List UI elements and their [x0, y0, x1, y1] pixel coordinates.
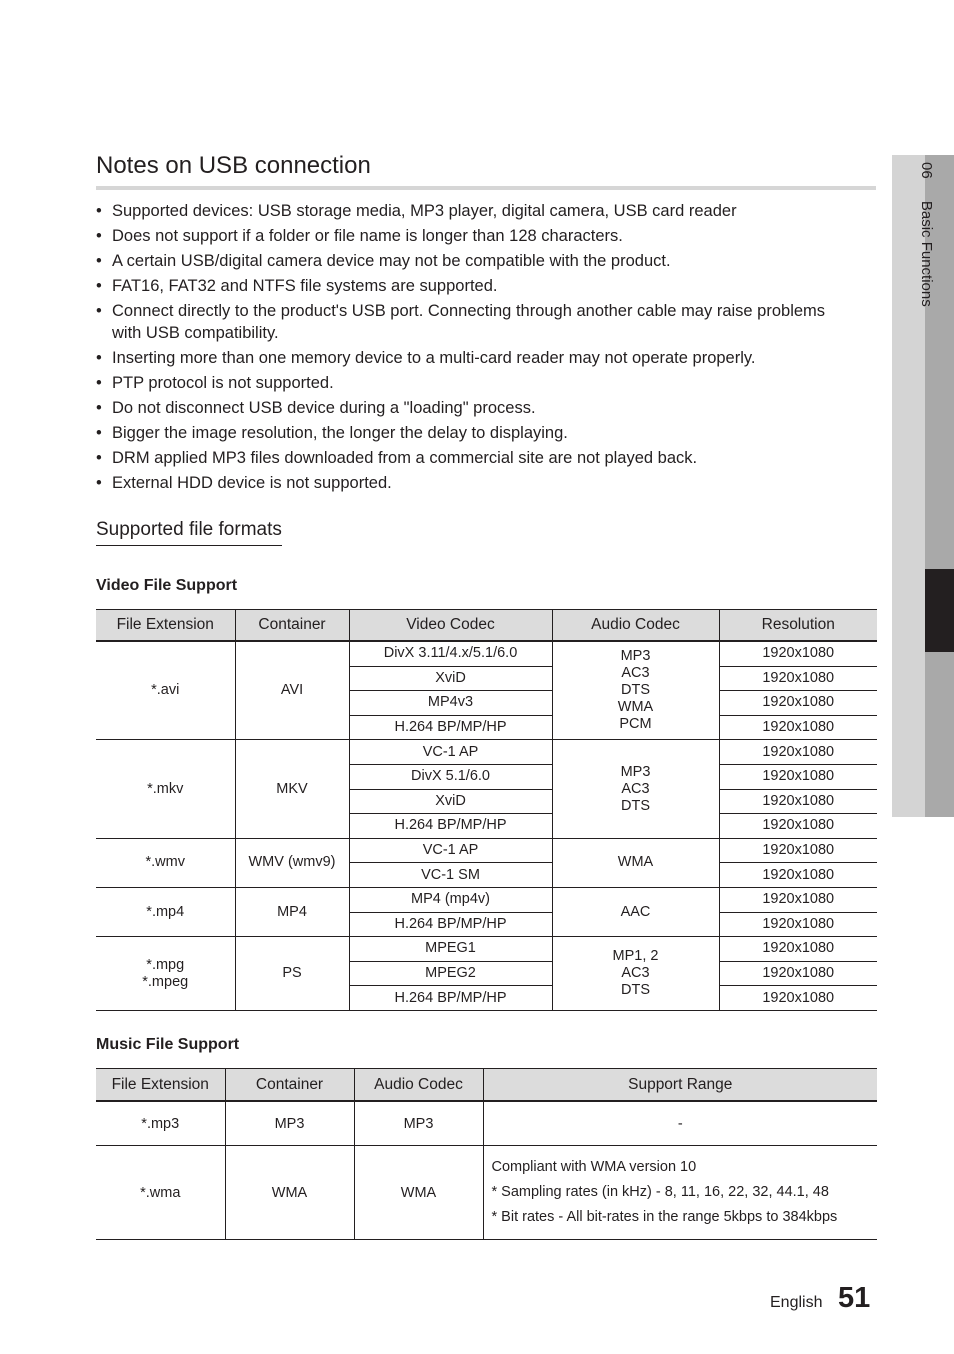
- audio-codec-cell: MP3: [354, 1101, 483, 1146]
- note-item: • DRM applied MP3 files downloaded from a commercial site are not played back.: [96, 447, 856, 469]
- music-header-row: [96, 1069, 877, 1102]
- note-item: • Does not support if a folder or file name is longer than 128 characters.: [96, 225, 856, 247]
- file-extension-cell: [96, 937, 235, 1011]
- file-extension-cell: [96, 641, 235, 740]
- video-codec-cell: XviD: [349, 789, 552, 814]
- notes-list: [96, 200, 856, 497]
- video-header-cell: Video Codec: [349, 610, 552, 642]
- container-cell: AVI: [235, 641, 349, 740]
- container-cell: PS: [235, 937, 349, 1011]
- support-range-line: * Bit rates - All bit-rates in the range 5kbps to 384kbps: [491, 1209, 838, 1225]
- container-cell: MP4: [235, 887, 349, 936]
- table-row: [96, 1146, 877, 1240]
- resolution-cell: 1920x1080: [719, 691, 877, 716]
- video-codec-cell: DivX 5.1/6.0: [349, 764, 552, 789]
- chapter-label: [918, 162, 935, 307]
- container-cell: MP3: [225, 1101, 354, 1146]
- video-codec-cell: VC-1 AP: [349, 838, 552, 863]
- note-item: • PTP protocol is not supported.: [96, 372, 856, 394]
- resolution-cell: 1920x1080: [719, 715, 877, 740]
- chapter-number: 06: [918, 162, 935, 179]
- audio-codec-cell: [552, 937, 719, 1011]
- video-header-row: [96, 610, 877, 642]
- music-support-table: [96, 1068, 877, 1240]
- audio-codec: DTS: [621, 797, 650, 814]
- music-table-title: Music File Support: [96, 1036, 240, 1053]
- resolution-cell: 1920x1080: [719, 887, 877, 912]
- chapter-name: Basic Functions: [918, 200, 935, 307]
- page-number: 51: [838, 1282, 871, 1314]
- video-codec-cell: MPEG1: [349, 937, 552, 962]
- audio-codec: WMA: [617, 699, 654, 716]
- video-codec-cell: H.264 BP/MP/HP: [349, 986, 552, 1011]
- music-header-cell: Support Range: [483, 1069, 877, 1102]
- video-support-table: [96, 609, 877, 1011]
- note-item: • Inserting more than one memory device to a multi-card reader may not operate properly.: [96, 347, 856, 369]
- note-item: • FAT16, FAT32 and NTFS file systems are supported.: [96, 275, 856, 297]
- music-header-cell: Container: [225, 1069, 354, 1102]
- section-subheading: Supported file formats: [96, 519, 282, 546]
- support-range-cell: [483, 1101, 877, 1146]
- resolution-cell: 1920x1080: [719, 814, 877, 839]
- file-extension-cell: [96, 887, 235, 936]
- note-item: • Bigger the image resolution, the longer the delay to displaying.: [96, 422, 856, 444]
- file-extension: *.mpg: [146, 956, 185, 973]
- video-table-body: [96, 641, 877, 1010]
- video-header-cell: Audio Codec: [552, 610, 719, 642]
- audio-codec: AC3: [621, 965, 650, 982]
- note-item: • Connect directly to the product's USB port. Connecting through another cable may raise problems with USB compatibility.: [96, 300, 856, 344]
- audio-codec: AAC: [620, 903, 651, 920]
- video-codec-cell: VC-1 AP: [349, 740, 552, 765]
- video-codec-cell: MP4 (mp4v): [349, 887, 552, 912]
- resolution-cell: 1920x1080: [719, 937, 877, 962]
- video-codec-cell: MP4v3: [349, 691, 552, 716]
- audio-codec: DTS: [621, 682, 650, 699]
- music-header-cell: Audio Codec: [354, 1069, 483, 1102]
- video-header-cell: Resolution: [719, 610, 877, 642]
- file-extension: *.wmv: [145, 854, 185, 871]
- video-codec-cell: VC-1 SM: [349, 863, 552, 888]
- support-range-line: Compliant with WMA version 10: [491, 1159, 697, 1175]
- resolution-cell: 1920x1080: [719, 666, 877, 691]
- file-extension: *.mkv: [147, 780, 184, 797]
- support-range-line: -: [677, 1115, 683, 1132]
- video-codec-cell: H.264 BP/MP/HP: [349, 814, 552, 839]
- support-range-cell: [483, 1146, 877, 1240]
- page-title: Notes on USB connection: [96, 152, 876, 190]
- audio-codec-cell: [552, 887, 719, 936]
- resolution-cell: 1920x1080: [719, 961, 877, 986]
- audio-codec: AC3: [621, 780, 650, 797]
- video-codec-cell: H.264 BP/MP/HP: [349, 912, 552, 937]
- audio-codec: MP3: [620, 648, 651, 665]
- audio-codec-cell: [552, 740, 719, 838]
- video-header-cell: Container: [235, 610, 349, 642]
- table-row: [96, 887, 877, 912]
- audio-codec-cell: WMA: [354, 1146, 483, 1240]
- table-row: [96, 641, 877, 666]
- audio-codec-cell: [552, 838, 719, 887]
- resolution-cell: 1920x1080: [719, 641, 877, 666]
- file-extension-cell: [96, 740, 235, 838]
- support-range-line: * Sampling rates (in kHz) - 8, 11, 16, 22, 32, 44.1, 48: [491, 1184, 829, 1200]
- video-header-cell: File Extension: [96, 610, 235, 642]
- table-row: [96, 1101, 877, 1146]
- video-codec-cell: DivX 3.11/4.x/5.1/6.0: [349, 641, 552, 666]
- container-cell: WMV (wmv9): [235, 838, 349, 887]
- audio-codec: AC3: [621, 665, 650, 682]
- resolution-cell: 1920x1080: [719, 863, 877, 888]
- file-extension-cell: *.mp3: [96, 1101, 225, 1146]
- file-extension: *.avi: [151, 682, 180, 699]
- file-extension-cell: *.wma: [96, 1146, 225, 1240]
- footer-language: English: [770, 1294, 823, 1311]
- video-codec-cell: H.264 BP/MP/HP: [349, 715, 552, 740]
- video-codec-cell: MPEG2: [349, 961, 552, 986]
- note-item: • External HDD device is not supported.: [96, 472, 856, 494]
- audio-codec: MP3: [620, 763, 651, 780]
- note-item: • Supported devices: USB storage media, MP3 player, digital camera, USB card reader: [96, 200, 856, 222]
- resolution-cell: 1920x1080: [719, 838, 877, 863]
- side-tab-marker: [925, 569, 954, 652]
- music-table-body: [96, 1101, 877, 1240]
- container-cell: WMA: [225, 1146, 354, 1240]
- file-extension-cell: [96, 838, 235, 887]
- audio-codec-cell: [552, 641, 719, 740]
- resolution-cell: 1920x1080: [719, 986, 877, 1011]
- file-extension: *.mp4: [146, 903, 185, 920]
- music-header-cell: File Extension: [96, 1069, 225, 1102]
- table-row: [96, 838, 877, 863]
- resolution-cell: 1920x1080: [719, 912, 877, 937]
- table-row: [96, 740, 877, 765]
- resolution-cell: 1920x1080: [719, 740, 877, 765]
- resolution-cell: 1920x1080: [719, 789, 877, 814]
- audio-codec: MP1, 2: [612, 948, 659, 965]
- note-item: • Do not disconnect USB device during a "loading" process.: [96, 397, 856, 419]
- video-codec-cell: XviD: [349, 666, 552, 691]
- table-row: [96, 937, 877, 962]
- file-extension: *.mpeg: [142, 973, 189, 990]
- audio-codec: PCM: [619, 716, 652, 733]
- audio-codec: DTS: [621, 982, 650, 999]
- audio-codec: WMA: [617, 854, 654, 871]
- container-cell: MKV: [235, 740, 349, 838]
- video-table-title: Video File Support: [96, 577, 238, 594]
- note-item: • A certain USB/digital camera device may not be compatible with the product.: [96, 250, 856, 272]
- resolution-cell: 1920x1080: [719, 764, 877, 789]
